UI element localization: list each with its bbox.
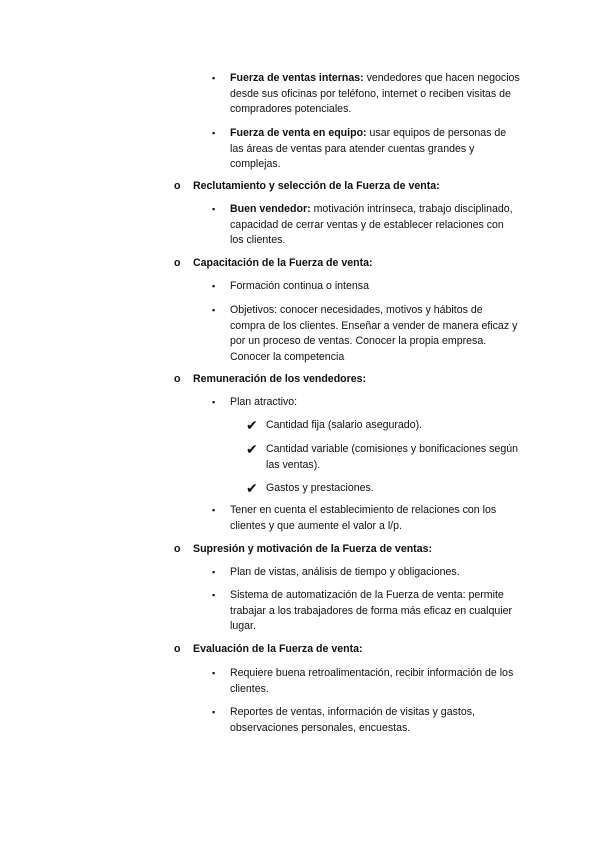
bullet-text: Reportes de ventas, información de visitas y gastos, observaciones personales, encuestas.	[230, 706, 475, 734]
bullet-text: Plan atractivo:	[230, 396, 298, 408]
square-bullet-icon: ▪	[212, 305, 216, 315]
section-title: Supresión y motivación de la Fuerza de ventas:	[193, 543, 433, 555]
bullet-text: Tener en cuenta el establecimiento de relaciones con los clientes y que aumente el valor a l/p.	[230, 504, 497, 532]
check-item	[246, 480, 526, 497]
bullet-equipo	[212, 126, 520, 173]
bullet-tener	[212, 503, 520, 534]
circle-bullet-icon: o	[174, 373, 181, 385]
bullet-text: usar equipos de personas de las áreas de ventas para atender cuentas grandes y complejas.	[230, 127, 507, 171]
bullet-requiere	[212, 666, 520, 697]
check-text: Cantidad fija (salario asegurado).	[266, 419, 423, 431]
bullet-sistema	[212, 588, 520, 635]
section-heading	[174, 542, 533, 558]
bullet-text: motivación intrínseca, trabajo disciplinado, capacidad de cerrar ventas y de establecer relaciones con los clientes.	[230, 203, 513, 247]
square-bullet-icon: ▪	[212, 505, 216, 515]
square-bullet-icon: ▪	[212, 204, 216, 214]
circle-bullet-icon: o	[174, 543, 181, 555]
section-title: Remuneración de los vendedores:	[193, 373, 367, 385]
bullet-text: Requiere buena retroalimentación, recibir información de los clientes.	[230, 667, 514, 695]
bullet-internas	[212, 71, 520, 118]
bullet-buen-vendedor	[212, 202, 520, 249]
section-heading	[174, 256, 533, 272]
circle-bullet-icon: o	[174, 180, 181, 192]
checkmark-icon: ✔	[246, 441, 258, 457]
square-bullet-icon: ▪	[212, 128, 216, 138]
square-bullet-icon: ▪	[212, 668, 216, 678]
check-text: Cantidad variable (comisiones y bonificaciones según las ventas).	[266, 443, 519, 471]
section-heading	[174, 179, 533, 195]
checkmark-icon: ✔	[246, 417, 258, 433]
square-bullet-icon: ▪	[212, 281, 216, 291]
bullet-text: vendedores que hacen negocios desde sus oficinas por teléfono, internet o reciben visitas de compradores potenciales.	[230, 72, 520, 116]
section-title: Evaluación de la Fuerza de venta:	[193, 643, 363, 655]
bullet-text: Sistema de automatización de la Fuerza de venta: permite trabajar a los trabajadores de forma más eficaz en cualquier lugar.	[230, 589, 513, 633]
check-text: Gastos y prestaciones.	[266, 482, 374, 494]
bullet-reportes	[212, 705, 520, 736]
bullet-lead: Fuerza de ventas internas:	[230, 72, 364, 84]
bullet-formacion	[212, 279, 520, 295]
bullet-text: Objetivos: conocer necesidades, motivos y hábitos de compra de los clientes. Enseñar a vender de manera eficaz y por un proceso de ventas. Conocer la propia empresa. Conocer la competencia	[230, 304, 518, 363]
square-bullet-icon: ▪	[212, 73, 216, 83]
bullet-text: Plan de vistas, análisis de tiempo y obligaciones.	[230, 566, 460, 578]
check-item	[246, 417, 526, 434]
bullet-objetivos	[212, 303, 520, 365]
bullet-lead: Buen vendedor:	[230, 203, 311, 215]
bullet-plan	[212, 395, 520, 411]
check-item	[246, 441, 526, 473]
section-title: Capacitación de la Fuerza de venta:	[193, 257, 373, 269]
section-title: Reclutamiento y selección de la Fuerza de venta:	[193, 180, 440, 192]
bullet-plan-vistas	[212, 565, 520, 581]
checkmark-icon: ✔	[246, 480, 258, 496]
square-bullet-icon: ▪	[212, 707, 216, 717]
circle-bullet-icon: o	[174, 257, 181, 269]
bullet-text: Formación continua o intensa	[230, 280, 369, 292]
square-bullet-icon: ▪	[212, 397, 216, 407]
section-heading	[174, 372, 533, 388]
circle-bullet-icon: o	[174, 643, 181, 655]
section-heading	[174, 642, 533, 658]
square-bullet-icon: ▪	[212, 567, 216, 577]
bullet-lead: Fuerza de venta en equipo:	[230, 127, 367, 139]
square-bullet-icon: ▪	[212, 590, 216, 600]
